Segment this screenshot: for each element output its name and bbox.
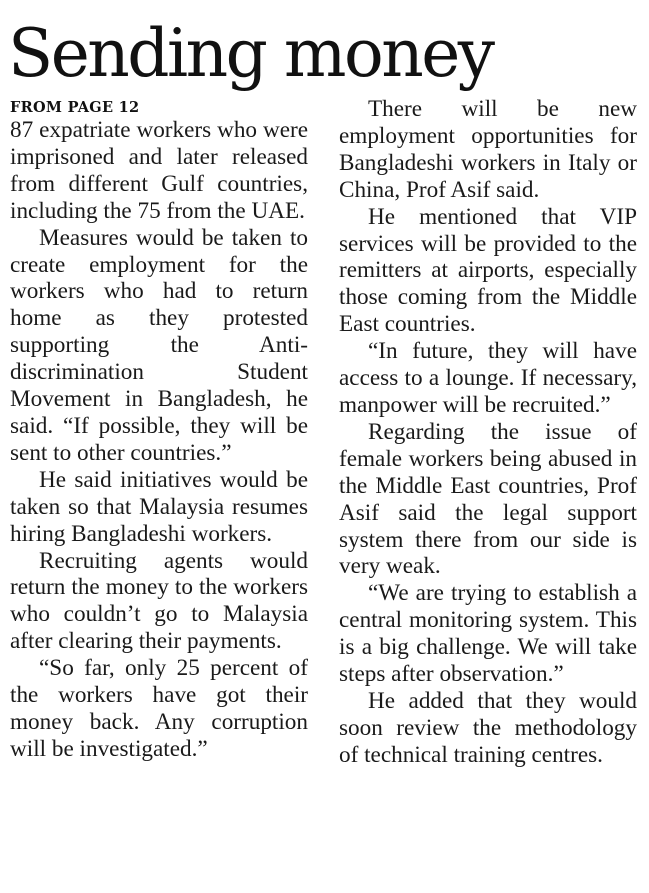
paragraph: “In future, they will have access to a lounge. If necessary, manpower will be recruited.” <box>339 338 637 418</box>
paragraph: “We are trying to establish a central monitoring system. This is a big challenge. We will take steps after observation.” <box>339 580 637 688</box>
paragraph: Measures would be taken to create employment for the workers who had to return home as they protested supporting the Anti-discrimination Student Movement in Bangladesh, he said. “If possible, they will be sent to other countries.” <box>10 224 308 466</box>
paragraph: 87 expatriate workers who were imprisoned and later released from different Gulf countries, including the 75 from the UAE. <box>10 117 308 224</box>
continued-from-label: FROM PAGE 12 <box>10 99 140 116</box>
article-column-left <box>10 96 308 763</box>
article-column-right <box>339 96 637 769</box>
headline: Sending money <box>8 15 493 92</box>
paragraph: There will be new employment opportunities for Bangladeshi workers in Italy or China, Prof Asif said. <box>339 96 637 203</box>
paragraph: He said initiatives would be taken so that Malaysia resumes hiring Bangladeshi workers. <box>10 466 308 547</box>
paragraph: “So far, only 25 percent of the workers have got their money back. Any corruption will be investigated.” <box>10 655 308 762</box>
paragraph: Regarding the issue of female workers being abused in the Middle East countries, Prof Asif said the legal support system there from our side is very weak. <box>339 418 637 580</box>
paragraph: He mentioned that VIP services will be provided to the remitters at airports, especially those coming from the Middle East countries. <box>339 203 637 338</box>
paragraph: Recruiting agents would return the money to the workers who couldn’t go to Malaysia after clearing their payments. <box>10 547 308 655</box>
paragraph: He added that they would soon review the methodology of technical training centres. <box>339 687 637 768</box>
